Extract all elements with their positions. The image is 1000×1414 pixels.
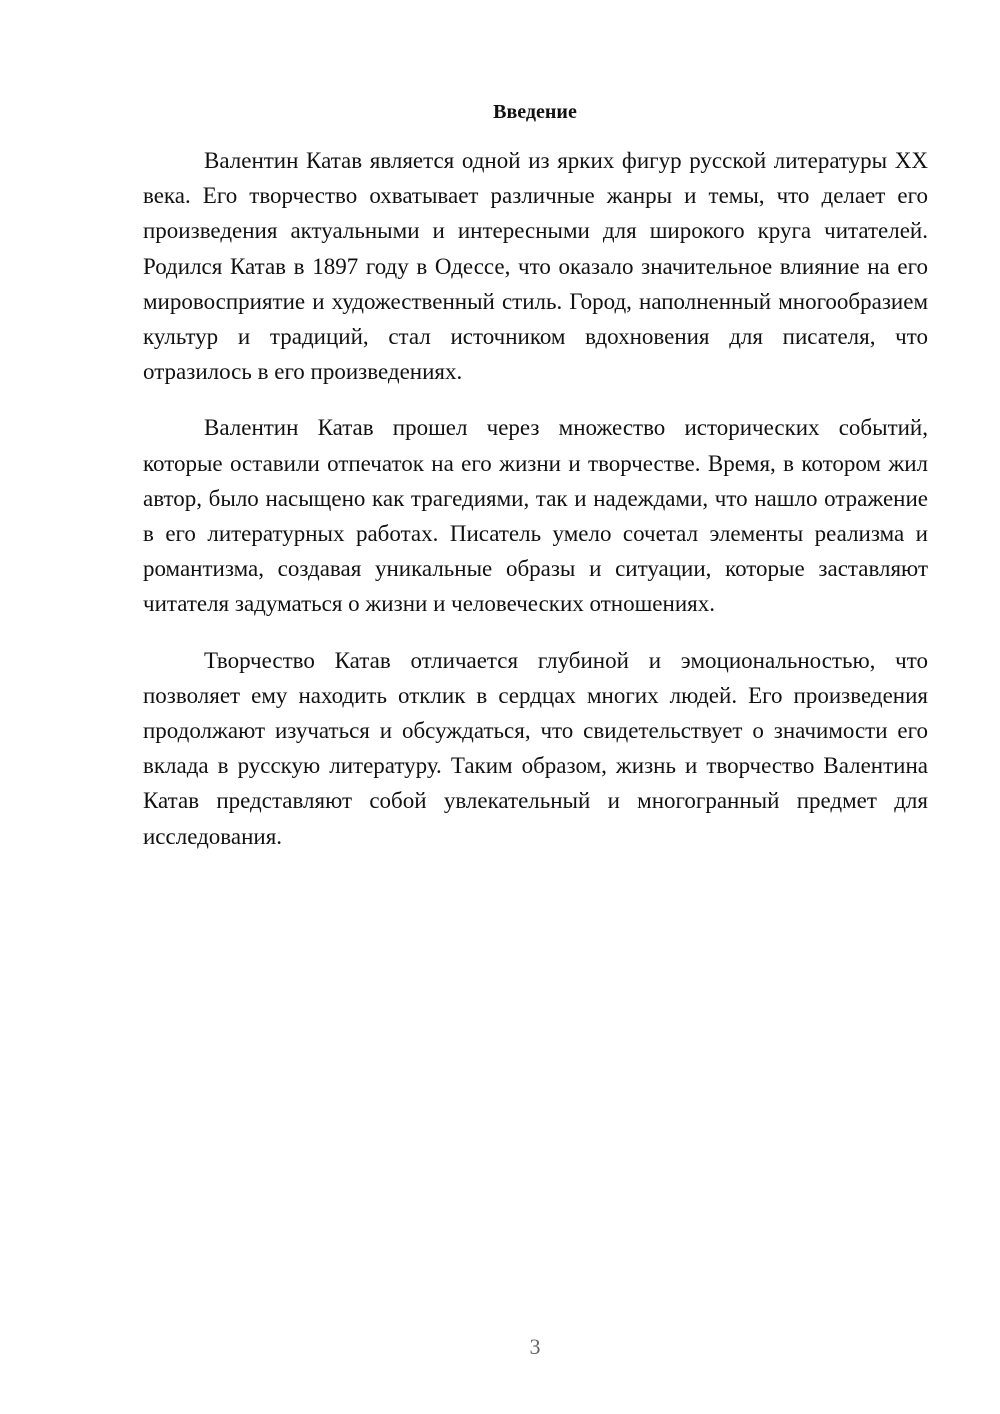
paragraph-3: Творчество Катав отличается глубиной и эмоциональностью, что позволяет ему находить отклик в сердцах многих людей. Его произведения продолжают изучаться и обсуждаться, что свидетельствует о значимости его вклада в русскую литературу. Таким образом, жизнь и творчество Валентина Катав представляют собой увлекательный и многогранный предмет для исследования. bbox=[143, 647, 928, 849]
paragraph-2: Валентин Катав прошел через множество исторических событий, которые оставили отпечаток на его жизни и творчестве. Время, в котором жил автор, было насыщено как трагедиями, так и надеждами, что нашло отражение в его литературных работах. Писатель умело сочетал элементы реализма и романтизма, создавая уникальные образы и ситуации, которые заставляют читателя задуматься о жизни и человеческих отношениях. bbox=[143, 415, 928, 617]
page-number: 3 bbox=[529, 1334, 541, 1359]
paragraph-1: Валентин Катав является одной из ярких фигур русской литературы XX века. Его творчество охватывает различные жанры и темы, что делает его произведения актуальными и интересными для широкого круга читателей. Родился Катав в 1897 году в Одессе, что оказало значительное влияние на его мировосприятие и художественный стиль. Город, наполненный многообразием культур и традиций, стал источником вдохновения для писателя, что отразилось в его произведениях. bbox=[143, 148, 928, 385]
section-title: Введение bbox=[493, 101, 577, 123]
body-text bbox=[143, 143, 928, 875]
